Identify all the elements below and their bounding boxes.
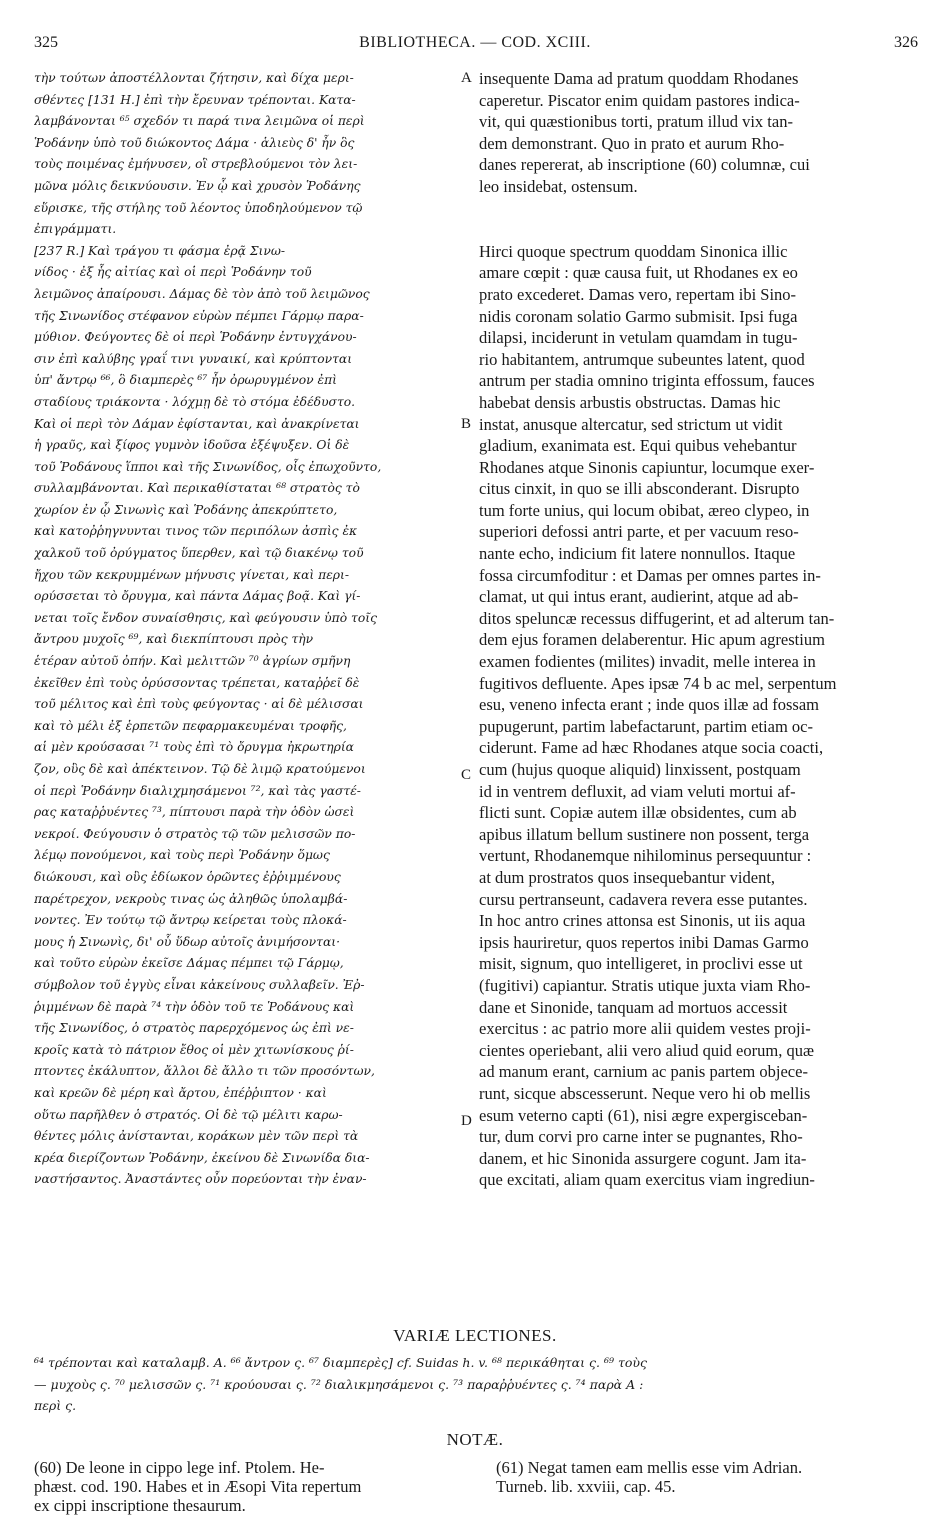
latin-line: exercitus : ac patrio more alii quidem vestes proji- xyxy=(479,1019,811,1039)
greek-line: νεται τοῖς ἔνδον συναίσθησις, καὶ φεύγουσιν ὑπὸ τοῖς xyxy=(34,610,377,625)
note-line: phæst. cod. 190. Habes et in Æsopi Vita repertum xyxy=(34,1477,362,1496)
greek-line: εὕρισκε, τῆς στήλης τοῦ λέοντος ὑποδηλούμενον τῷ xyxy=(34,200,363,215)
note-line: Turneb. lib. xxviii, cap. 45. xyxy=(496,1477,676,1496)
latin-line: ditos speluncæ recessus diffugerint, et ad alterum tan- xyxy=(479,608,835,628)
margin-marker-a: A xyxy=(461,70,472,86)
latin-line: Rhodanes atque Sinonis capiuntur, locumque exer- xyxy=(479,457,815,477)
greek-line: ἄντρου μυχοῖς ⁶⁹, καὶ διεκπίπτουσι πρὸς τὴν xyxy=(34,632,314,647)
latin-line: (fugitivi) capiantur. Stratis utique juxta viam Rho- xyxy=(479,975,811,995)
latin-text-column xyxy=(479,68,917,1191)
running-header xyxy=(0,34,950,58)
latin-line: dilapsi, inciderunt in vetulam quamdam in tugu- xyxy=(479,328,798,348)
greek-line: τὴν τούτων ἀποστέλλονται ζήτησιν, καὶ δίχα μερι- xyxy=(34,71,354,85)
latin-line: nidis coronam solatio Garmo submisit. Ipsi fuga xyxy=(479,306,798,326)
greek-line: λαμβάνονται ⁶⁵ σχεδόν τι παρά τινα λειμῶνα οἱ περὶ xyxy=(34,114,365,129)
greek-line: καὶ τὸ μέλι ἐξ ἑρπετῶν πεφαρμακευμέναι τροφῆς, xyxy=(34,718,347,733)
latin-line: cursu pertranseunt, cadavera revera esse putantes. xyxy=(479,889,808,909)
greek-line: παρέτρεχον, νεκροὺς τινας ὡς ἀληθῶς ὑπολαμβά- xyxy=(34,891,348,906)
latin-line: tur, dum corvi pro carne inter se pugnantes, Rho- xyxy=(479,1127,803,1147)
note-line: (61) Negat tamen eam mellis esse vim Adrian. xyxy=(496,1458,803,1477)
greek-line: οὕτω παρῆλθεν ὁ στρατός. Οἱ δὲ τῷ μέλιτι καρω- xyxy=(34,1107,343,1122)
latin-line: dem demonstrant. Quo in prato et aurum Rho- xyxy=(479,133,785,153)
latin-line: danem, et hic Sinonida assurgere cogunt. Jam ita- xyxy=(479,1148,807,1168)
greek-line: σταδίους τριάκοντα · λόχμῃ δὲ τὸ στόμα ἐδέδυστο. xyxy=(34,394,356,409)
latin-line: dem ejus foramen delaberentur. Hic apum agrestium xyxy=(479,630,825,650)
latin-line: ad manum erant, carnium ac panis partem objece- xyxy=(479,1062,808,1082)
latin-line: runt, sicque abscesserunt. Neque vero hi ob mellis xyxy=(479,1083,811,1103)
greek-line: [237 R.] Καὶ τράγου τι φάσμα ἐρᾷ Σινω- xyxy=(34,243,286,258)
variae-lectiones-body xyxy=(34,1352,918,1417)
greek-line: σιν ἐπὶ καλύβης γραΐ τινι γυναικί, καὶ κρύπτονται xyxy=(34,351,353,366)
greek-line: οἱ περὶ Ῥοδάνην διαλιχμησάμενοι ⁷², καὶ τὰς γαστέ- xyxy=(34,783,361,798)
margin-marker-c: C xyxy=(461,767,472,783)
latin-line: cum (hujus quoque aliquid) linxissent, postquam xyxy=(479,760,801,779)
greek-line: κρέα διερίζοντων Ῥοδάνην, ἐκείνου δὲ Σινωνίδα δια- xyxy=(34,1150,370,1165)
greek-line: Καὶ οἱ περὶ τὸν Δάμαν ἐφίστανται, καὶ ἀνακρίνεται xyxy=(34,416,360,431)
greek-line: ἐπιγράμματι. xyxy=(34,222,117,237)
latin-line: esu, veneno infecta erant ; inde quos illæ ad fossam xyxy=(479,695,819,715)
note-61 xyxy=(496,1458,920,1496)
latin-line: ciderunt. Fame ad hæc Rhodanes atque socia coacti, xyxy=(479,738,824,758)
greek-line: Ῥοδάνην ὑπὸ τοῦ διώκοντος Δάμα · ἁλιεὺς δ' ἦν ὃς xyxy=(34,135,355,150)
latin-line: fossa circumfoditur : et Damas per omnes partes in- xyxy=(479,565,821,585)
greek-line: τῆς Σινωνίδος, ὁ στρατὸς παρερχόμενος ὡς ἐπὶ νε- xyxy=(34,1021,354,1036)
greek-line: λειμῶνος ἀπαίρουσι. Δάμας δὲ τὸν ἀπὸ τοῦ λειμῶνος xyxy=(34,286,370,301)
note-line: (60) De leone in cippo lege inf. Ptolem. He- xyxy=(34,1458,325,1477)
greek-line: αἱ μὲν κρούσασαι ⁷¹ τοὺς ἐπὶ τὸ ὄρυγμα ἠκρωτηρία xyxy=(34,740,354,755)
paragraph-gap xyxy=(479,198,917,241)
greek-line: διώκουσι, καὶ οὓς ἐδίωκον ὁρῶντες ἐῤῥιμμένους xyxy=(34,869,341,884)
greek-line: μους ἡ Σινωνὶς, δι' οὗ ὕδωρ αὐτοῖς ἀνιμήσονται· xyxy=(34,934,340,949)
latin-line: pupugerunt, partim labefactarunt, partim etiam oc- xyxy=(479,716,813,736)
latin-line: citus cinxit, in quo se illi absconderant. Disrupto xyxy=(479,479,800,499)
latin-line: antrum per stadia omnino triginta effossum, fauces xyxy=(479,371,815,391)
greek-line: πτοντες ἐκάλυπτον, ἄλλοι δὲ ἄλλο τι τῶν προσόντων, xyxy=(34,1064,375,1079)
latin-line: Hirci quoque spectrum quoddam Sinonica illic xyxy=(479,241,788,261)
latin-line: caperetur. Piscator enim quidam pastores indica- xyxy=(479,90,800,110)
greek-line: ρας καταῤῥυέντες ⁷³, πίπτουσι παρὰ τὴν ὁδὸν ὡσεὶ xyxy=(34,805,355,820)
greek-line: τοῦ μέλιτος καὶ ἐπὶ τοὺς φεύγοντας · αἱ δὲ μέλισσαι xyxy=(34,697,364,712)
notes-heading: NOTÆ. xyxy=(446,1430,504,1449)
latin-line: nante echo, indicium fit latere nonnullos. Itaque xyxy=(479,544,796,564)
greek-line: ορύσσεται τὸ ὄρυγμα, καὶ πάντα Δάμας βοᾷ. Καὶ γί- xyxy=(34,589,361,604)
greek-line: νεκροί. Φεύγουσιν ὁ στρατὸς τῷ τῶν μελισσῶν πο- xyxy=(34,826,356,841)
margin-marker-b: B xyxy=(461,416,472,432)
greek-line: νίδος · ἐξ ἧς αἰτίας καὶ οἱ περὶ Ῥοδάνην τοῦ xyxy=(34,265,312,280)
latin-line: dane et Sinonide, tanquam ad mortuos accessit xyxy=(479,997,788,1017)
greek-line: λέμῳ πονούμενοι, καὶ τοὺς περὶ Ῥοδάνην ὅμως xyxy=(34,848,330,863)
greek-line: ζον, οὓς δὲ καὶ ἀπέκτεινον. Τῷ δὲ λιμῷ κρατούμενοι xyxy=(34,762,366,776)
latin-line: vit, qui quæstionibus torti, pratum illud vix tan- xyxy=(479,112,793,132)
greek-line: σθέντες [131 Η.] ἐπὶ τὴν ἔρευναν τρέπονται. Κατα- xyxy=(34,92,356,107)
latin-line: que excitati, aliam quam exercitus viam ingrediun- xyxy=(479,1170,815,1190)
margin-marker-d: D xyxy=(461,1113,472,1129)
greek-line: ὑπ' ἄντρῳ ⁶⁶, ὃ διαμπερὲς ⁶⁷ ἦν ὀρωρυγμένον ἐπὶ xyxy=(34,373,337,388)
latin-line: leo insidebat, ostensum. xyxy=(479,176,638,196)
latin-line: id in ventrem defluxit, ad viam veluti mortui af- xyxy=(479,781,796,801)
latin-line: clamat, ut qui intus erant, audierint, atque ad ab- xyxy=(479,587,799,607)
greek-line: ῥιμμένων δὲ παρὰ ⁷⁴ τὴν ὁδὸν τοῦ τε Ῥοδάνους καὶ xyxy=(34,999,355,1014)
latin-line: amare cœpit : quæ causa fuit, ut Rhodanes ex eo xyxy=(479,263,798,283)
variae-line: — μυχοὺς ς. ⁷⁰ μελισσῶν ς. ⁷¹ κρούουσαι ς. ⁷² διαλικμησάμενοι ς. ⁷³ παραῤῥυέντες ς. ⁷⁴ παρὰ A : xyxy=(34,1376,644,1392)
latin-line: flicti sunt. Copiæ autem illæ obsidentes, cum ab xyxy=(479,803,797,823)
latin-line: gladium, exanimata est. Equi quibus vehebantur xyxy=(479,436,797,456)
latin-line: tum forte unius, qui locum obibat, æreo clypeo, in xyxy=(479,500,810,520)
latin-line: misit, signum, quo intelligeret, in proclivi esse ut xyxy=(479,954,803,974)
latin-line: at dum prostratos quos insequebantur vident, xyxy=(479,867,776,887)
variae-line: ⁶⁴ τρέπονται καὶ καταλαμβ. A. ⁶⁶ ἄντρον ς. ⁶⁷ διαμπερὲς] cf. Suidas h. v. ⁶⁸ περικάθηται ς. ⁶⁹ τοὺς xyxy=(34,1355,647,1370)
greek-line: καὶ κρεῶν δὲ μέρη καὶ ἄρτου, ἐπέῤῥιπτον · καὶ xyxy=(34,1085,327,1100)
greek-line: ἑτέραν αὐτοῦ ὀπήν. Καὶ μελιττῶν ⁷⁰ ἀγρίων σμῆνη xyxy=(34,654,351,669)
running-title: BIBLIOTHECA. — COD. XCIII. xyxy=(359,34,591,51)
page-number-right: 326 xyxy=(894,34,918,51)
greek-line: καὶ τοῦτο εὑρὼν ἐκεῖσε Δάμας πέμπει τῷ Γάρμῳ, xyxy=(34,956,344,971)
greek-line: τοῦ Ῥοδάνους ἵπποι καὶ τῆς Σινωνίδος, οἷς ἐπωχοῦντο, xyxy=(34,459,382,474)
latin-line: apibus illatum bellum sustinere non possent, terga xyxy=(479,824,810,844)
greek-line: θέντες μόλις ἀνίστανται, κοράκων μὲν τῶν περὶ τὰ xyxy=(34,1129,359,1144)
greek-line: νοντες. Ἐν τούτῳ τῷ ἄντρῳ κείρεται τοὺς πλοκά- xyxy=(34,913,347,928)
latin-line: superiori defossi antri parte, et per vacuum reso- xyxy=(479,522,799,542)
greek-line: χωρίον ἐν ᾧ Σινωνὶς καὶ Ῥοδάνης ἀπεκρύπτετο, xyxy=(34,502,338,517)
page-number-left: 325 xyxy=(34,34,58,51)
greek-line: ἐκεῖθεν ἐπὶ τοὺς ὀρύσσοντας τρέπεται, καταῤῥεῖ δὲ xyxy=(34,675,360,690)
greek-line: ἡ γραῦς, καὶ ξίφος γυμνὸν ἰδοῦσα ἐξέψυξεν. Οἱ δὲ xyxy=(34,438,350,453)
latin-line: insequente Dama ad pratum quoddam Rhodanes xyxy=(479,69,799,88)
greek-line: καὶ κατοῤῥηγνυνται τινος τῶν περιπόλων ἀσπὶς ἐκ xyxy=(34,524,358,539)
greek-line: μύθιον. Φεύγοντες δὲ οἱ περὶ Ῥοδάνην ἐντυγχάνου- xyxy=(34,330,357,345)
variae-lectiones-heading: VARIÆ LECTIONES. xyxy=(393,1326,557,1345)
latin-line: ipsis hauriretur, quos repertos inibi Damas Garmo xyxy=(479,932,809,952)
note-60 xyxy=(34,1458,454,1515)
greek-line: τῆς Σινωνίδος στέφανον εὑρὼν πέμπει Γάρμῳ παρα- xyxy=(34,308,364,323)
latin-line: fugitivos defluente. Apes ipsæ 74 b ac mel, serpentum xyxy=(479,673,837,693)
note-line: ex cippi inscriptione thesaurum. xyxy=(34,1496,246,1515)
greek-line: μῶνα μόλις δεικνύουσιν. Ἐν ᾧ καὶ χρυσὸν Ῥοδάνης xyxy=(34,178,361,193)
latin-line: cientes operiebant, alii vero aliud quid eorum, quæ xyxy=(479,1040,814,1060)
greek-line: ναστήσαντος. Ἀναστάντες οὖν πορεύονται τὴν ἐναν- xyxy=(34,1172,367,1187)
latin-line: instat, anusque altercatur, sed strictum ut vidit xyxy=(479,414,783,434)
greek-line: συλλαμβάνονται. Καὶ περικαθίσταται ⁶⁸ στρατὸς τὸ xyxy=(34,481,360,496)
greek-text-column xyxy=(34,68,460,1191)
greek-line: κροῖς κατὰ τὸ πάτριον ἔθος οἱ μὲν χιτωνίσκους ῥί- xyxy=(34,1042,354,1057)
latin-line: esum veterno capti (61), nisi ægre expergisceban- xyxy=(479,1105,808,1125)
greek-line: ἤχου τῶν κεκρυμμένων μήνυσις γίνεται, καὶ περι- xyxy=(34,567,350,582)
latin-line: In hoc antro crines attonsa est Sinonis, ut iis aqua xyxy=(479,911,806,931)
greek-line: χαλκοῦ τοῦ ὀρύγματος ὕπερθεν, καὶ τῷ διακένῳ τοῦ xyxy=(34,546,364,561)
variae-line: περὶ ς. xyxy=(34,1398,77,1414)
latin-line: habebat densis arbustis obstructas. Damas hic xyxy=(479,392,781,412)
latin-line: prato excederet. Damas vero, repertam ibi Sino- xyxy=(479,284,797,304)
latin-line: examen fodientes (milites) invadit, melle interea in xyxy=(479,652,816,672)
latin-line: vertunt, Rhodanemque nihilominus persequuntur : xyxy=(479,846,812,866)
greek-line: τοὺς ποιμένας ἐμήνυσεν, οἳ στρεβλούμενοι τὸν λει- xyxy=(34,157,358,172)
latin-line: danes repererat, ab inscriptione (60) columnæ, cui xyxy=(479,155,810,175)
latin-line: rio habitantem, antrumque subeuntes latent, quod xyxy=(479,349,805,369)
greek-line: σύμβολον τοῦ ἐγγὺς εἶναι κἀκείνους συλλαβεῖν. Ἐῤ- xyxy=(34,977,365,992)
